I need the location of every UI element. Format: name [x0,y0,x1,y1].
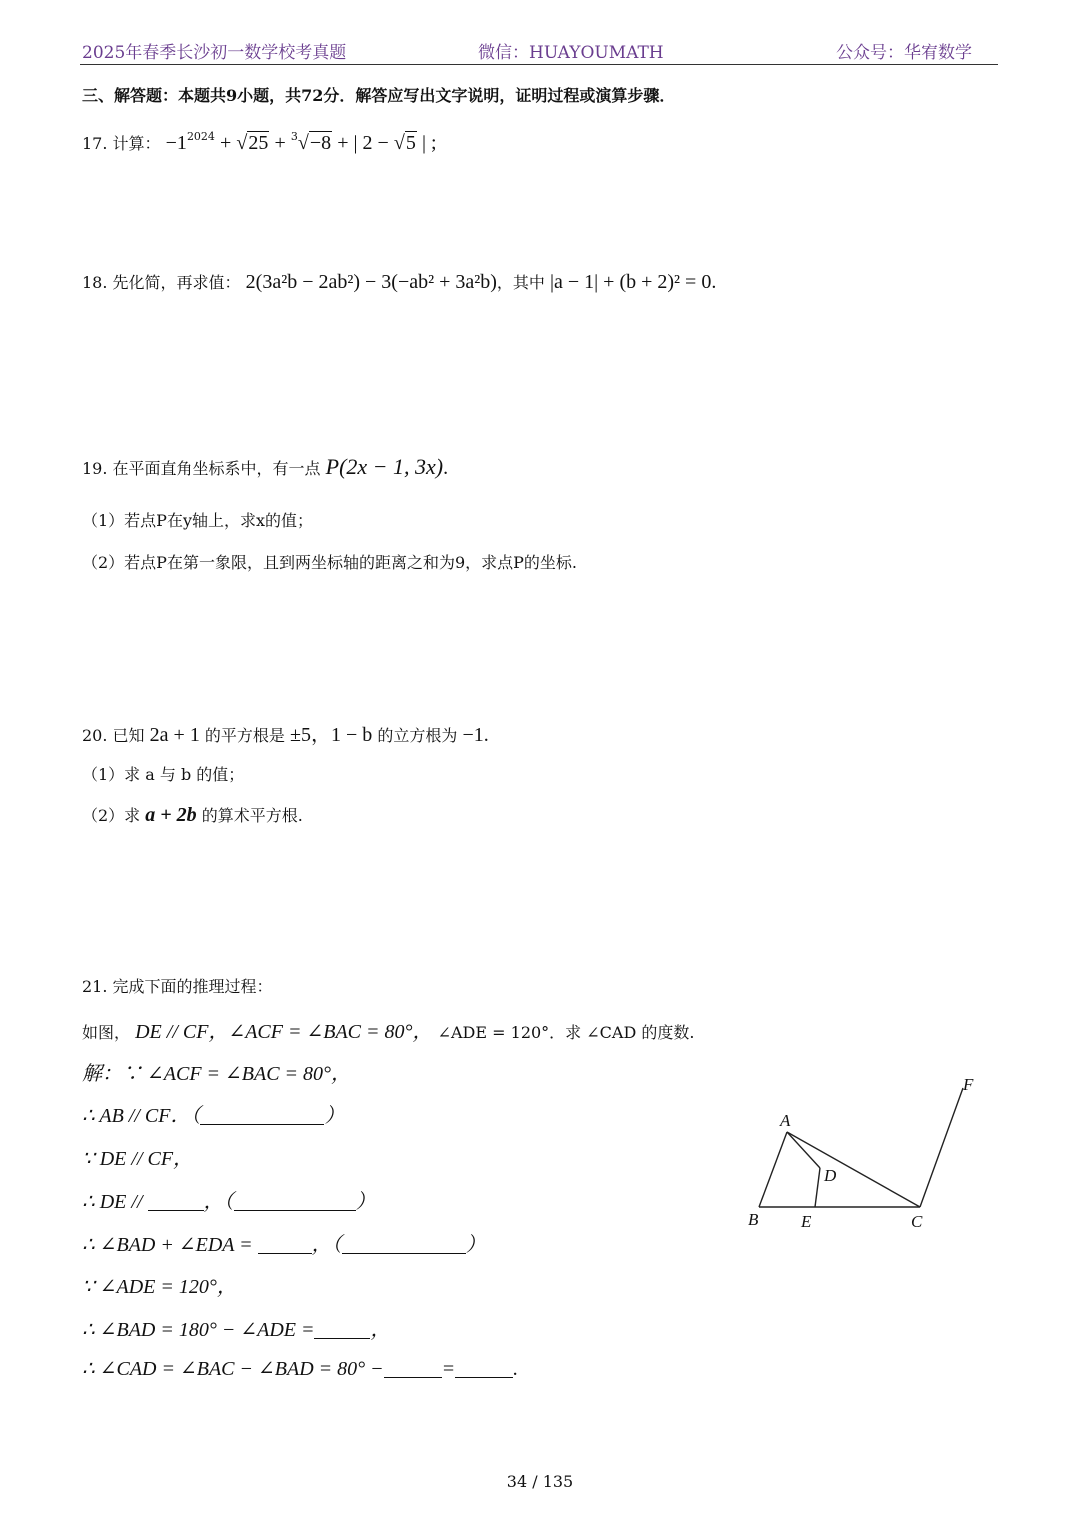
q20-expr1: 2a + 1 [149,724,200,746]
answer-blank-reason2[interactable] [234,1192,356,1211]
q21-step5-open: ，（ [311,1234,342,1256]
q21-given-tail: ∠ADE = 120°．求 ∠CAD 的度数. [437,1023,695,1042]
q21-step2-close: ） [324,1105,345,1127]
q21-step2-text: ∴ AB // CF．（ [82,1105,201,1127]
geometry-figure [740,1072,990,1238]
q17-plus2: + [274,132,286,154]
q21-step3: ∵ DE // CF， [82,1148,194,1170]
q21-step6: ∵ ∠ADE = 120°， [82,1276,237,1298]
q21-step4-open: ，（ [203,1191,234,1213]
label-point-d: D [824,1166,837,1185]
header-public-account: 公众号：华宥数学 [836,43,972,63]
q20-text2: 的平方根是 [204,726,285,745]
q19-number: 19. [82,459,108,478]
q17-lead: 计算： [112,134,161,153]
header-left-title: 2025年春季长沙初一数学校考真题 [82,43,347,63]
answer-blank-subtrahend[interactable] [384,1359,442,1378]
q21-step8-end: . [513,1358,519,1380]
q21-step8-equals: = [441,1358,456,1380]
q20-part2-tail: 的算术平方根. [201,806,303,825]
q18-condition: |a − 1| + (b + 2)² = 0 [550,271,712,293]
q21-step5-text: ∴ ∠BAD + ∠EDA = [82,1234,253,1256]
answer-blank-reason1[interactable] [200,1106,324,1125]
q17-sqrt25: 25 [248,132,269,154]
q21-step8 [82,1356,518,1381]
q19-point: P(2x − 1, 3x) [325,454,444,479]
q20-number: 20. [82,726,108,745]
q21-number: 21. [82,977,108,996]
q21-step2 [82,1099,344,1128]
q21-lead: 完成下面的推理过程： [112,977,273,996]
q19-part1: （1）若点P在y轴上，求x的值； [82,511,314,530]
segment-ab [759,1132,787,1207]
page-number: 34 / 135 [506,1472,574,1491]
q21-step8-text: ∴ ∠CAD = ∠BAC − ∠BAD = 80° − [82,1358,384,1380]
q21-given-conditions: DE // CF，∠ACF = ∠BAC = 80°， [135,1021,433,1043]
question-19 [82,454,448,480]
segment-de [815,1168,820,1207]
q19-end: . [443,457,449,479]
answer-blank-angle-bad[interactable] [314,1320,370,1339]
label-point-e: E [801,1212,812,1231]
ray-cf [920,1088,963,1207]
q21-given-lead: 如图， [82,1023,131,1042]
question-20 [82,718,489,747]
q17-cbrt-neg8: −8 [309,132,332,154]
answer-blank-angle-sum[interactable] [258,1235,312,1254]
q20-expr3: −1. [462,724,489,746]
q21-step5-close: ） [465,1234,486,1256]
question-18 [82,270,716,294]
q21-step7 [82,1313,390,1342]
q19-lead: 在平面直角坐标系中，有一点 [112,459,321,478]
label-point-f: F [963,1075,974,1094]
q17-sqrt5: 5 [405,132,416,154]
header-rule [80,64,998,65]
q21-step4-text: ∴ DE // [82,1191,143,1213]
q21-step4 [82,1185,376,1214]
label-point-c: C [911,1212,923,1231]
q21-step7-end: ， [370,1319,391,1341]
q17-term1: −1 [165,132,187,154]
answer-blank-reason3[interactable] [342,1235,466,1254]
q17-abs-part: + | 2 − [337,132,389,154]
label-point-b: B [748,1210,759,1229]
q17-exponent: 2024 [186,130,215,143]
q21-step4-close: ） [355,1191,376,1213]
question-21 [82,974,273,997]
q20-part2 [82,803,303,827]
q17-plus1: + [220,132,232,154]
q17-end: | ; [421,132,437,154]
q20-part1: （1）求 a 与 b 的值； [82,765,245,784]
q21-step7-text: ∴ ∠BAD = 180° − ∠ADE = [82,1319,315,1341]
answer-blank-result[interactable] [455,1359,513,1378]
q21-step1: 解：∵ ∠ACF = ∠BAC = 80°， [82,1063,352,1085]
section-title: 三、解答题：本题共9小题，共72分．解答应写出文字说明，证明过程或演算步骤． [82,86,676,105]
q17-number: 17. [82,134,108,153]
q18-lead: 先化简，再求值： [112,273,241,292]
q20-text1: 已知 [112,726,145,745]
q18-expression: 2(3a²b − 2ab²) − 3(−ab² + 3a²b) [245,271,497,293]
question-17: 17. 计算： $-1^{2024} + √25 + ^3√-8$ + | 2 − √5 | ; [82,130,437,154]
q21-given [82,1015,694,1044]
segment-ac [787,1132,920,1207]
header-wechat: 微信：HUAYOUMATH [478,43,664,63]
q18-mid: ，其中 [496,273,545,292]
q20-part2-lead: （2）求 [82,806,141,825]
q20-expr2: ±5，1 − b [290,724,373,746]
q19-part2: （2）若点P在第一象限，且到两坐标轴的距离之和为9，求点P的坐标. [82,553,577,572]
q18-end: . [711,271,717,293]
q20-part2-expr: a + 2b [145,804,197,826]
answer-blank-parallel-line[interactable] [148,1192,204,1211]
q17-cube-index: 3 [290,130,298,143]
segment-ad [787,1132,820,1168]
q20-text3: 的立方根为 [377,726,458,745]
label-point-a: A [780,1111,791,1130]
q21-step5 [82,1228,486,1257]
q18-number: 18. [82,273,108,292]
